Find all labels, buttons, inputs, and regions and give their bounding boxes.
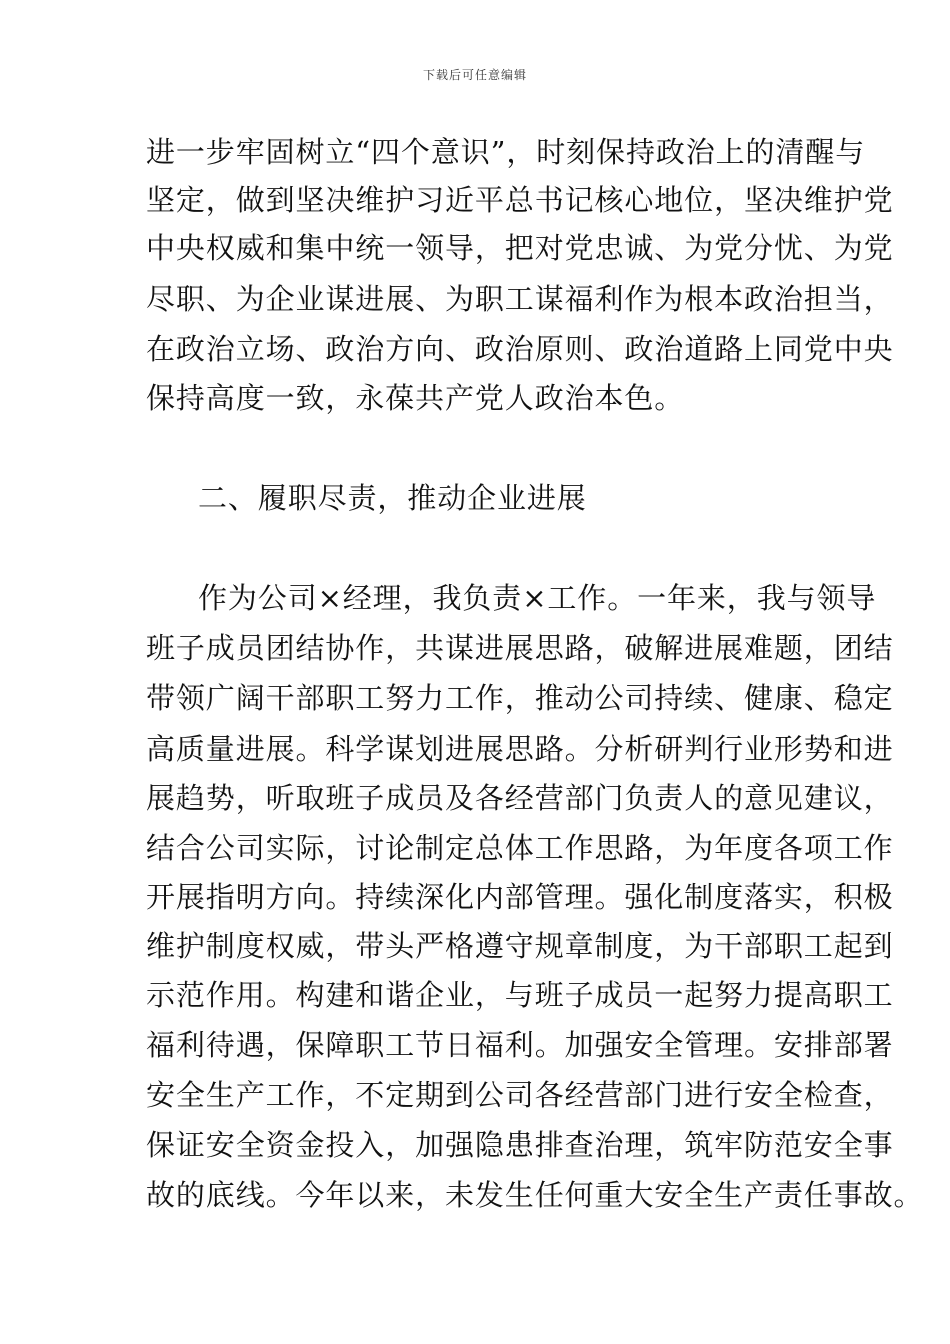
text-line: 保持高度一致，永葆共产党人政治本色。 [146, 381, 685, 415]
text-line: 示范作用。构建和谐企业，与班子成员一起努力提高职工 [146, 978, 894, 1012]
text-line: 结合公司实际，讨论制定总体工作思路，为年度各项工作 [146, 831, 894, 865]
text-line: 福利待遇，保障职工节日福利。加强安全管理。安排部署 [146, 1028, 894, 1062]
text-line: 维护制度权威，带头严格遵守规章制度，为干部职工起到 [146, 929, 894, 963]
text-line: 故的底线。今年以来，未发生任何重大安全生产责任事故。 [146, 1178, 924, 1212]
text-line: 高质量进展。科学谋划进展思路。分析研判行业形势和进 [146, 732, 894, 766]
text-line: 进一步牢固树立“四个意识”，时刻保持政治上的清醒与 [146, 135, 866, 169]
text-line: 展趋势，听取班子成员及各经营部门负责人的意见建议， [146, 781, 894, 815]
page-header-note: 下载后可任意编辑 [422, 68, 527, 82]
section-heading: 二、履职尽责，推动企业进展 [198, 481, 587, 515]
text-line: 中央权威和集中统一领导，把对党忠诚、为党分忧、为党 [146, 231, 894, 265]
text-line: 班子成员团结协作，共谋进展思路，破解进展难题，团结 [146, 631, 894, 665]
text-line: 带领广阔干部职工努力工作，推动公司持续、健康、稳定 [146, 681, 894, 715]
text-line: 尽职、为企业谋进展、为职工谋福利作为根本政治担当， [146, 282, 894, 316]
text-line: 保证安全资金投入，加强隐患排查治理，筑牢防范安全事 [146, 1128, 894, 1162]
text-line: 安全生产工作，不定期到公司各经营部门进行安全检查， [146, 1078, 894, 1112]
text-line: 在政治立场、政治方向、政治原则、政治道路上同党中央 [146, 332, 894, 366]
text-line: 开展指明方向。持续深化内部管理。强化制度落实，积极 [146, 880, 894, 914]
text-line: 作为公司×经理，我负责×工作。一年来，我与领导 [198, 581, 877, 615]
text-line: 坚定，做到坚决维护习近平总书记核心地位，坚决维护党 [146, 183, 894, 217]
